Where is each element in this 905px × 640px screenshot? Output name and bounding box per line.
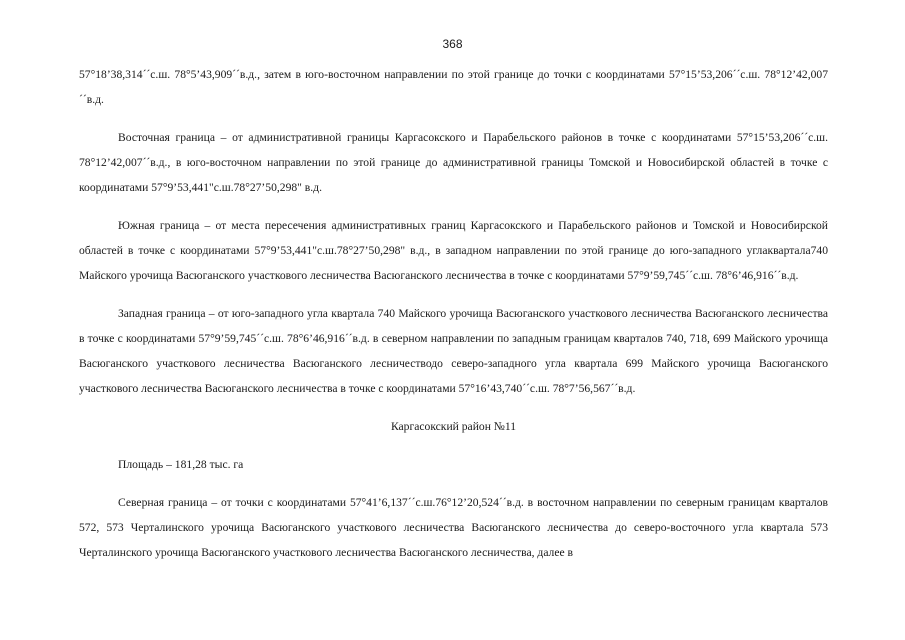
paragraph-south-border: Южная граница – от места пересечения административных границ Каргасокского и Парабельского районов и Томской и Новосибирской областей в точке с координатами 57°9’53,441"с.ш.78°27’50,298" в.д., в западном направлении по этой границе до юго-западного углаквартала740 Майского урочища Васюганского участкового лесничества Васюганского лесничества в точке с координатами 57°9’59,745´´с.ш. 78°6’46,916´´в.д. bbox=[79, 219, 828, 282]
page-number: 368 bbox=[442, 37, 463, 51]
paragraph-area: Площадь – 181,28 тыс. га bbox=[118, 458, 244, 471]
paragraph-west-border: Западная граница – от юго-западного угла квартала 740 Майского урочища Васюганского участкового лесничества Васюганского лесничества в точке с координатами 57°9’59,745´´с.ш. 78°6’46,916´´в.д. в северном направлении по западным границам кварталов 740, 718, 699 Майского урочища Васюганского участкового лесничества Васюганского лесничестводо северо-западного угла квартала 699 Майского урочища Васюганского участкового лесничества Васюганского лесничества в точке с координатами 57°16’43,740´´с.ш. 78°7’56,567´´в.д. bbox=[79, 307, 828, 395]
paragraph-continuation: 57°18’38,314´´с.ш. 78°5’43,909´´в.д., затем в юго-восточном направлении по этой границе до точки с координатами 57°15’53,206´´с.ш. 78°12’42,007´´в.д. bbox=[79, 68, 828, 106]
paragraph-north-border: Северная граница – от точки с координатами 57°41’6,137´´с.ш.76°12’20,524´´в.д. в восточном направлении по северным границам кварталов 572, 573 Черталинского урочища Васюганского участкового лесничества Васюганского лесничества до северо-восточного угла квартала 573 Черталинского урочища Васюганского участкового лесничества Васюганского лесничества, далее в bbox=[79, 496, 828, 559]
section-heading: Каргасокский район №11 bbox=[390, 420, 517, 433]
document-body bbox=[79, 62, 828, 565]
paragraph-east-border: Восточная граница – от административной границы Каргасокского и Парабельского районов в точке с координатами 57°15’53,206´´с.ш. 78°12’42,007´´в.д., в юго-восточном направлении по этой границе до административной границы Томской и Новосибирской областей в точке с координатами 57°9’53,441"с.ш.78°27’50,298" в.д. bbox=[79, 131, 828, 194]
